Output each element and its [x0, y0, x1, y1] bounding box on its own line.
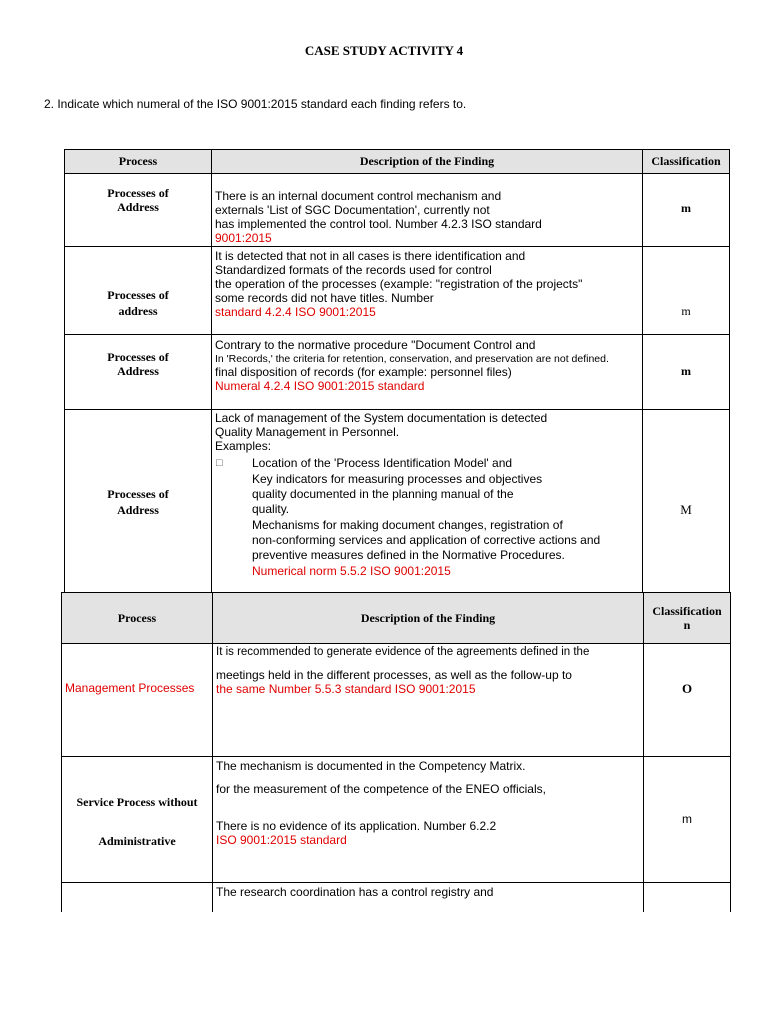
header-classification-line1: Classification: [652, 604, 722, 618]
classification-cell: [643, 882, 731, 912]
description-cell: The research coordination has a control registry and: [212, 882, 644, 912]
process-cell: Management Processes: [61, 643, 213, 757]
process-cell: Processes of address: [64, 246, 212, 335]
header-classification: Classification: [642, 149, 730, 174]
process-cell: Processes of Address: [64, 173, 212, 247]
header-description: Description of the Finding: [211, 149, 643, 174]
header-description: Description of the Finding: [212, 592, 644, 644]
classification-cell: m: [642, 246, 730, 335]
header-process: Process: [64, 149, 212, 174]
classification-cell: m: [642, 334, 730, 410]
classification-cell: O: [643, 643, 731, 757]
process-cell: Processes of Address: [64, 409, 212, 593]
header-classification: [643, 592, 731, 644]
bullet-icon: □: [216, 457, 223, 469]
process-cell: [61, 882, 213, 912]
document-title: CASE STUDY ACTIVITY 4: [304, 43, 464, 58]
header-process: Process: [61, 592, 213, 644]
process-cell: Processes of Address: [64, 334, 212, 410]
classification-cell: M: [642, 409, 730, 593]
instruction-text: 2. Indicate which numeral of the ISO 9001:2015 standard each finding refers to.: [44, 97, 467, 111]
classification-cell: m: [643, 756, 731, 883]
process-cell: Service Process without Administrative: [61, 756, 213, 883]
description-cell: It is detected that not in all cases is there identification and Standardized formats of the records used for control the operation of the processes (example: "registration of the projects" some records did not have titles. Number standard 4.2.4 ISO 9001:2015: [211, 246, 643, 335]
description-cell: Contrary to the normative procedure "Document Control and In 'Records,' the criteria for retention, conservation, and preservation are not defined. final disposition of records (for example: personnel files) Numeral 4.2.4 ISO 9001:2015 standard: [211, 334, 643, 410]
description-cell: It is recommended to generate evidence of the agreements defined in the meetings held in the different processes, as well as the follow-up to the same Number 5.5.3 standard ISO 9001:2015: [212, 643, 644, 757]
classification-cell: m: [642, 173, 730, 247]
header-classification-line2: n: [683, 618, 691, 632]
description-cell: There is an internal document control mechanism and externals 'List of SGC Documentation', currently not has implemented the control tool. Number 4.2.3 ISO standard 9001:2015: [211, 173, 643, 247]
description-cell: Lack of management of the System documentation is detected Quality Management in Personnel. Examples: □ Location of the 'Process Identification Model' and Key indicators for measuring processes and objectives quality documented in the planning manual of the quality. Mechanisms for making document changes, registration of non-conforming services and application of corrective actions and preventive measures defined in the Normative Procedures. Numerical norm 5.5.2 ISO 9001:2015: [211, 409, 643, 593]
description-cell: The mechanism is documented in the Competency Matrix. for the measurement of the competence of the ENEO officials, There is no evidence of its application. Number 6.2.2 ISO 9001:2015 standard: [212, 756, 644, 883]
